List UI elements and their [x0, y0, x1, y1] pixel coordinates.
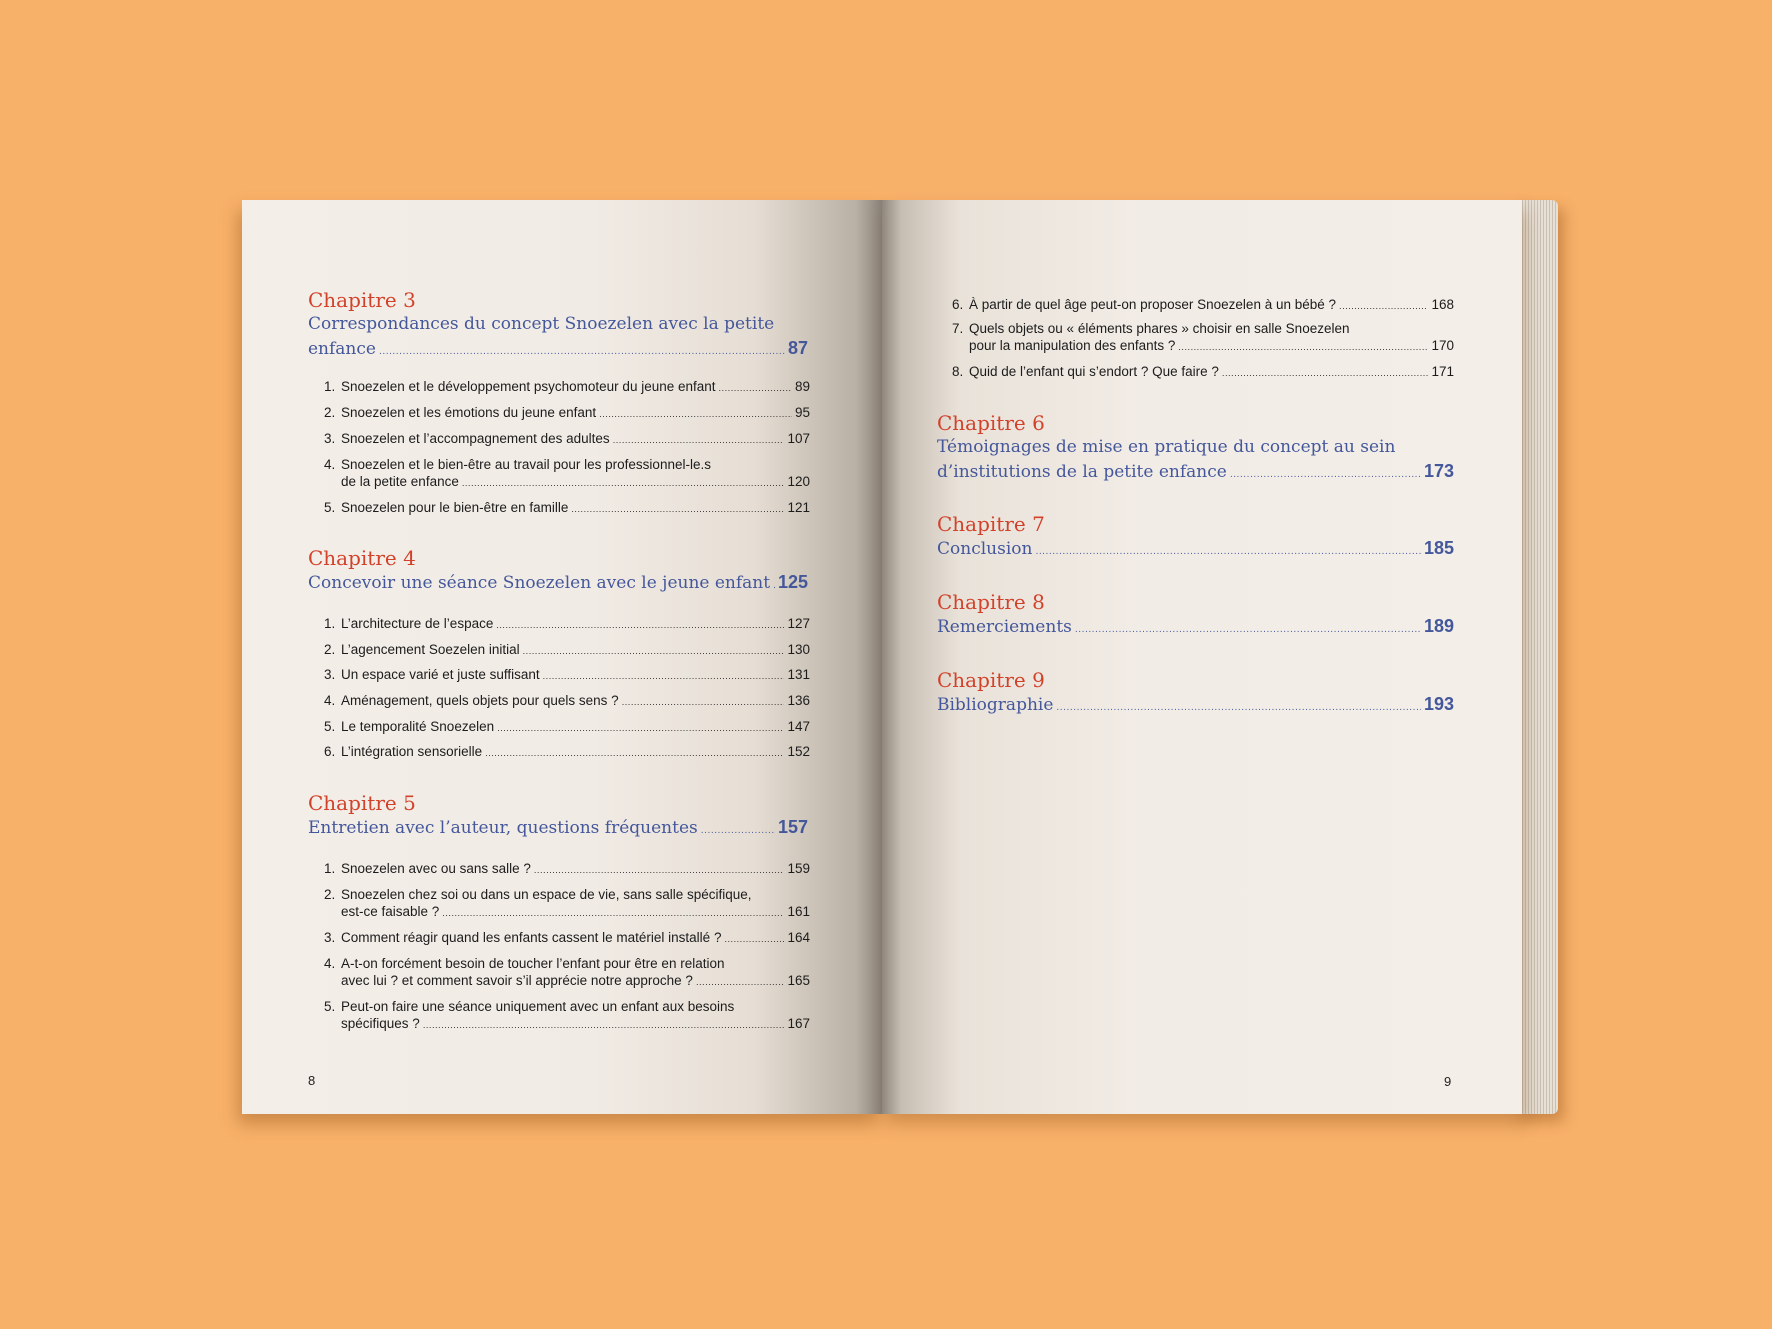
toc-item: 1. L’architecture de l’espace ..... 127 — [324, 615, 810, 634]
chapter-page-number: 157 — [777, 817, 808, 837]
toc-item: 4. A-t-on forcément besoin de toucher l’enfant pour être en relation avec lui ? et comment savoir s’il apprécie notre approche ? ..... 165 — [324, 955, 810, 991]
chapter-4 — [308, 546, 808, 598]
chapter-5 — [308, 791, 808, 843]
toc-item: 4. Snoezelen et le bien-être au travail pour les professionnel-le.s de la petite enfance ..... 120 — [324, 456, 810, 492]
chapter-title: Conclusion ..... 185 — [937, 536, 1454, 564]
toc-item: 5. Le temporalité Snoezelen ..... 147 — [324, 718, 810, 737]
toc-item: 1. Snoezelen et le développement psychomoteur du jeune enfant ..... 89 — [324, 378, 810, 397]
chapter-label: Chapitre 3 — [308, 288, 416, 312]
chapter-label: Chapitre 5 — [308, 791, 416, 815]
chapter-3 — [308, 288, 808, 364]
toc-item: 5. Peut-on faire une séance uniquement avec un enfant aux besoins spécifiques ? ..... 167 — [324, 998, 810, 1034]
chapter-page-number: 87 — [787, 338, 808, 358]
chapter-8 — [937, 590, 1454, 642]
chapter-label: Chapitre 8 — [937, 590, 1045, 614]
chapter-page-number: 173 — [1423, 461, 1454, 481]
chapter-label: Chapitre 7 — [937, 512, 1045, 536]
chapter-title: Concevoir une séance Snoezelen avec le jeune enfant ..... 125 — [308, 570, 808, 598]
chapter-title: Témoignages de mise en pratique du concept au sein d’institutions de la petite enfance ..... 173 — [937, 435, 1454, 487]
open-book — [242, 200, 1550, 1114]
chapter-label: Chapitre 4 — [308, 546, 416, 570]
toc-item: 4. Aménagement, quels objets pour quels sens ? ..... 136 — [324, 692, 810, 711]
chapter-title: Correspondances du concept Snoezelen avec la petite enfance ..... 87 — [308, 312, 808, 364]
page-number: 9 — [1444, 1074, 1452, 1089]
toc-item: 6. À partir de quel âge peut-on proposer Snoezelen à un bébé ? ..... 168 — [952, 296, 1454, 315]
chapter-6 — [937, 411, 1454, 487]
toc-item: 3. Comment réagir quand les enfants cassent le matériel installé ? ..... 164 — [324, 929, 810, 948]
toc-item: 5. Snoezelen pour le bien-être en famille ..... 121 — [324, 499, 810, 518]
chapter-9 — [937, 668, 1454, 720]
toc-item: 2. L’agencement Soezelen initial ..... 130 — [324, 641, 810, 660]
chapter-label: Chapitre 9 — [937, 668, 1045, 692]
toc-item: 2. Snoezelen chez soi ou dans un espace de vie, sans salle spécifique, est-ce faisable ? ..... 161 — [324, 886, 810, 922]
chapter-label: Chapitre 6 — [937, 411, 1045, 435]
toc-item: 8. Quid de l’enfant qui s’endort ? Que faire ? ..... 171 — [952, 363, 1454, 382]
chapter-7 — [937, 512, 1454, 564]
chapter-page-number: 193 — [1423, 694, 1454, 714]
chapter-title: Bibliographie ..... 193 — [937, 692, 1454, 720]
chapter-title: Entretien avec l’auteur, questions fréquentes ..... 157 — [308, 815, 808, 843]
chapter-page-number: 189 — [1423, 616, 1454, 636]
toc-item: 3. Snoezelen et l’accompagnement des adultes ..... 107 — [324, 430, 810, 449]
right-page — [882, 200, 1522, 1114]
toc-item: 7. Quels objets ou « éléments phares » choisir en salle Snoezelen pour la manipulation des enfants ? ..... 170 — [952, 320, 1454, 356]
toc-item: 1. Snoezelen avec ou sans salle ? ..... 159 — [324, 860, 810, 879]
chapter-page-number: 125 — [777, 572, 808, 592]
left-page — [242, 200, 882, 1114]
toc-item: 3. Un espace varié et juste suffisant ..... 131 — [324, 666, 810, 685]
chapter-title: Remerciements ..... 189 — [937, 614, 1454, 642]
chapter-page-number: 185 — [1423, 538, 1454, 558]
toc-item: 6. L’intégration sensorielle ..... 152 — [324, 743, 810, 762]
toc-item: 2. Snoezelen et les émotions du jeune enfant ..... 95 — [324, 404, 810, 423]
page-number: 8 — [308, 1073, 316, 1088]
